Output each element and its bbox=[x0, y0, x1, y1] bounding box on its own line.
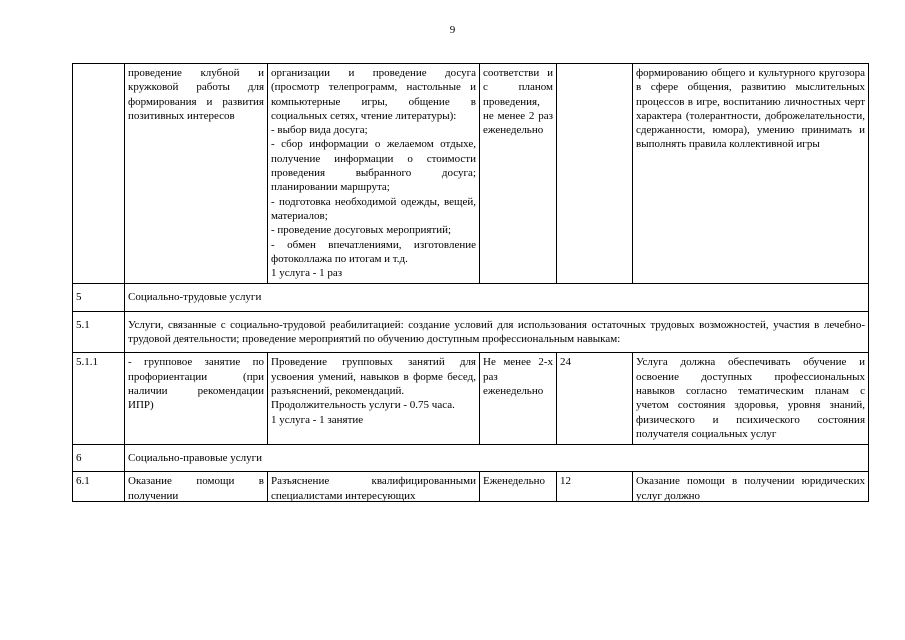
table-row bbox=[73, 353, 869, 445]
section-row bbox=[73, 284, 869, 311]
service-name: Оказание помощи в получении bbox=[125, 472, 268, 502]
content-line: - подготовка необходимой одежды, вещей, материалов; bbox=[271, 195, 476, 222]
section-title: Услуги, связанные с социально-трудовой реабилитацией: создание условий для использования остаточных трудовых возможностей, участия в лечебно-трудовой деятельности; проведение мероприятий по обучению доступным профессиональным навыкам: bbox=[125, 311, 869, 353]
service-count bbox=[557, 64, 633, 284]
section-row bbox=[73, 311, 869, 353]
content-line: Проведение групповых занятий для усвоения умений, навыков в форме бесед, разъяснений, рекомендаций. bbox=[271, 356, 476, 397]
service-count: 24 bbox=[557, 353, 633, 445]
page-number: 9 bbox=[449, 24, 456, 36]
content-line: Продолжительность услуги - 0.75 часа. bbox=[271, 399, 455, 412]
service-frequency: Еженедельно bbox=[480, 472, 557, 502]
service-frequency: Не менее 2-х раз еженедельно bbox=[480, 353, 557, 445]
table-row bbox=[73, 64, 869, 284]
quality-criteria: Услуга должна обеспечивать обучение и освоение доступных профессиональных навыков согласно тематическим планам с учетом состояния здоровья, уровня знаний, физического и психического состояния получателя социальных услуг bbox=[633, 353, 869, 445]
quality-criteria: формированию общего и культурного кругозора в сфере общения, развитию мыслительных процессов в игре, воспитанию личностных черт характера (толерантности, доброжелательности, сдержанности, юмора), умению принимать и выполнять правила коллективной игры bbox=[633, 64, 869, 284]
content-line: - выбор вида досуга; bbox=[271, 124, 368, 137]
content-line: 1 услуга - 1 раз bbox=[271, 267, 343, 280]
service-content: Разъяснение квалифицированными специалистами интересующих bbox=[268, 472, 480, 502]
service-frequency: соответстви и с планом проведения, не менее 2 раз еженедельно bbox=[480, 64, 557, 284]
services-table bbox=[72, 63, 869, 502]
quality-criteria: Оказание помощи в получении юридических услуг должно bbox=[633, 472, 869, 502]
content-line: - обмен впечатлениями, изготовление фотоколлажа по итогам и т.д. bbox=[271, 238, 476, 265]
row-number: 6.1 bbox=[73, 472, 125, 502]
content-line: организации и проведение досуга (просмотр телепрограмм, настольные и компьютерные игры, общение в социальных сетях, чтение литературы): bbox=[271, 67, 476, 122]
table-row bbox=[73, 472, 869, 502]
section-title: Социально-правовые услуги bbox=[125, 445, 869, 472]
content-line: - сбор информации о желаемом отдыхе, получение информации о стоимости проведения выбранного досуга; планировании маршрута; bbox=[271, 138, 476, 194]
service-count: 12 bbox=[557, 472, 633, 502]
service-content bbox=[268, 353, 480, 445]
section-number: 5 bbox=[73, 284, 125, 311]
service-name: проведение клубной и кружковой работы для формирования и развития позитивных интересов bbox=[125, 64, 268, 284]
section-title: Социально-трудовые услуги bbox=[125, 284, 869, 311]
section-number: 6 bbox=[73, 445, 125, 472]
section-number: 5.1 bbox=[73, 311, 125, 353]
row-number bbox=[73, 64, 125, 284]
row-number: 5.1.1 bbox=[73, 353, 125, 445]
content-line: - проведение досуговых мероприятий; bbox=[271, 224, 452, 237]
content-line: 1 услуга - 1 занятие bbox=[271, 413, 364, 426]
section-row bbox=[73, 445, 869, 472]
service-content bbox=[268, 64, 480, 284]
service-name: - групповое занятие по профориентации (при наличии рекомендации ИПР) bbox=[125, 353, 268, 445]
